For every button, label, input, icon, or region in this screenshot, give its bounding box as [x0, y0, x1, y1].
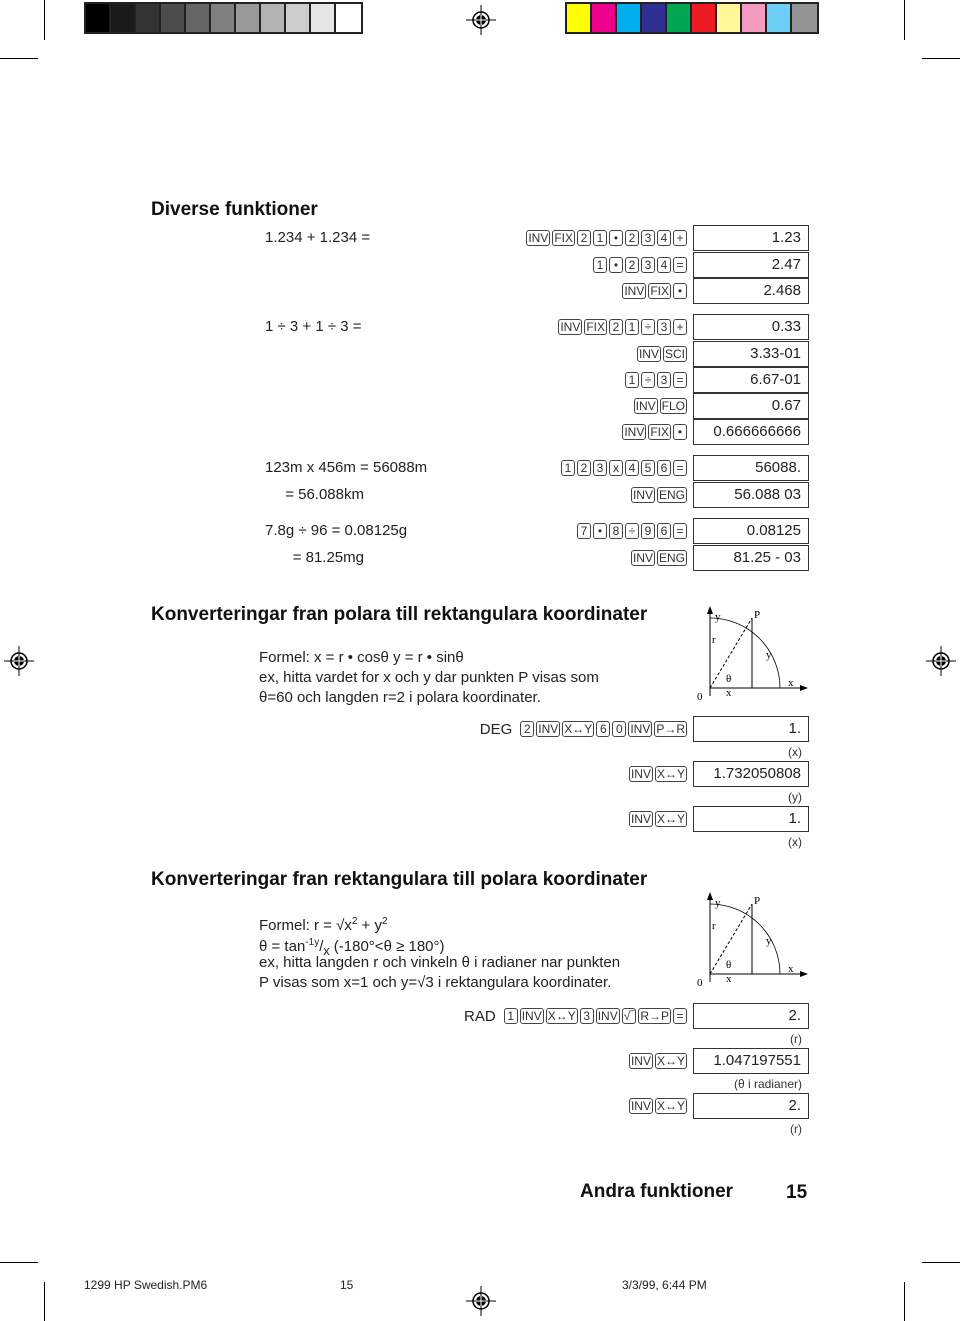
- calculator-key: 3: [580, 1008, 594, 1024]
- calculator-key: ENG: [658, 488, 685, 502]
- crop-mark: [44, 0, 45, 40]
- calculator-key: INV: [632, 488, 653, 502]
- key-sequence: [629, 764, 687, 784]
- calculator-key: 4: [657, 257, 671, 273]
- calculator-key: ENG: [658, 551, 685, 565]
- color-swatch: [717, 4, 742, 32]
- calculator-key: 1: [625, 319, 639, 335]
- subscript: x: [323, 944, 330, 958]
- color-swatch: [667, 4, 692, 32]
- registration-mark-icon: [4, 646, 34, 676]
- superscript: 2: [351, 916, 358, 927]
- crop-mark: [904, 0, 905, 40]
- color-swatch: [336, 4, 361, 32]
- expression-label: 1 ÷ 3 + 1 ÷ 3 =: [265, 318, 362, 335]
- key-sequence: [577, 521, 687, 541]
- calculator-key: 4: [625, 460, 639, 476]
- calculator-key: 1: [561, 460, 575, 476]
- registration-mark-icon: [466, 1286, 496, 1316]
- diagram-label: 0: [697, 977, 703, 989]
- color-swatch: [617, 4, 642, 32]
- result-note: (r): [790, 1032, 802, 1046]
- color-swatch: [186, 4, 211, 32]
- calculator-key: 3: [593, 460, 607, 476]
- key-sequence: [464, 1006, 687, 1026]
- crop-mark: [44, 1282, 45, 1321]
- result-note: (r): [790, 1122, 802, 1136]
- calculator-key: 2: [577, 230, 591, 246]
- calculator-display: 2.: [693, 1093, 809, 1119]
- calculator-key: INV: [632, 551, 653, 565]
- arrowhead-icon: [707, 606, 713, 614]
- formula-part: Formel: r = √x: [259, 917, 352, 934]
- example-text: ex, hitta langden r och vinkeln θ i radianer nar punkten: [259, 954, 621, 971]
- timestamp: 3/3/99, 6:44 PM: [622, 1278, 707, 1292]
- calculator-key: 2: [625, 257, 639, 273]
- diagram-label: x: [788, 677, 794, 689]
- color-swatch: [161, 4, 186, 32]
- calculator-key: 1: [593, 230, 607, 246]
- calculator-key: 5: [641, 460, 655, 476]
- expression-label: = 56.088km: [285, 486, 364, 503]
- key-sequence: [629, 1096, 687, 1116]
- calculator-display: 0.08125: [693, 518, 809, 544]
- calculator-key: X↔Y: [656, 1054, 685, 1068]
- crop-mark: [904, 1282, 905, 1321]
- diagram-label: y: [766, 935, 772, 947]
- example-text: P visas som x=1 och y=√3 i rektangulara koordinater.: [259, 974, 612, 991]
- calculator-display: 1.: [693, 806, 809, 832]
- file-page: 15: [340, 1278, 354, 1292]
- calculator-key: FLO: [661, 399, 685, 413]
- diagram-label: θ: [726, 959, 732, 971]
- calculator-key: =: [673, 257, 687, 273]
- calculator-key: 2: [520, 721, 534, 737]
- calculator-key: 3: [641, 257, 655, 273]
- calculator-key: 1: [625, 372, 639, 388]
- gray-swatch-bar: [84, 2, 363, 34]
- diagram-label: y: [766, 649, 772, 661]
- color-swatch: [236, 4, 261, 32]
- calculator-key: =: [673, 1008, 687, 1024]
- calculator-key: 2: [577, 460, 591, 476]
- calculator-display: 6.67-01: [693, 367, 809, 393]
- arrowhead-icon: [707, 892, 713, 900]
- key-sequence: [593, 255, 687, 275]
- angle-mode-label: DEG: [479, 720, 513, 738]
- key-sequence: [622, 422, 687, 442]
- crop-mark: [0, 1262, 38, 1263]
- angle-mode-label: RAD: [464, 1007, 496, 1025]
- calculator-key: X↔Y: [656, 767, 685, 781]
- calculator-key: •: [609, 257, 623, 273]
- calculator-key: ÷: [641, 319, 655, 335]
- key-sequence: [622, 281, 687, 301]
- calculator-key: INV: [630, 1054, 651, 1068]
- calculator-key: 1: [504, 1008, 518, 1024]
- file-name: 1299 HP Swedish.PM6: [84, 1278, 208, 1292]
- key-sequence: [634, 396, 687, 416]
- calculator-key: INV: [624, 284, 645, 298]
- color-swatch: [792, 4, 817, 32]
- expression-label: 1.234 + 1.234 =: [265, 229, 371, 246]
- crop-mark: [0, 58, 38, 59]
- calculator-key: FIX: [554, 231, 573, 245]
- formula-text: Formel: x = r • cosθ y = r • sinθ: [259, 649, 464, 666]
- calculator-key: X↔Y: [564, 722, 593, 736]
- diagram-label: x: [788, 963, 794, 975]
- color-swatch: [742, 4, 767, 32]
- color-swatch: [286, 4, 311, 32]
- calculator-display: 2.468: [693, 278, 809, 304]
- calculator-display: 1.23: [693, 225, 809, 251]
- color-swatch: [111, 4, 136, 32]
- color-swatch: [261, 4, 286, 32]
- calculator-display: 1.: [693, 716, 809, 742]
- calculator-key: ÷: [641, 372, 655, 388]
- calculator-key: 0: [612, 721, 626, 737]
- calculator-key: INV: [521, 1009, 542, 1023]
- calculator-key: 3: [657, 372, 671, 388]
- calculator-key: INV: [635, 399, 656, 413]
- superscript: -1: [305, 937, 315, 948]
- calculator-display: 2.47: [693, 252, 809, 278]
- calculator-display: 56088.: [693, 455, 809, 481]
- diagram-label: y: [715, 611, 721, 623]
- calculator-key: INV: [630, 812, 651, 826]
- calculator-key: R→P: [640, 1009, 669, 1023]
- registration-mark-icon: [466, 5, 496, 35]
- calculator-key: INV: [560, 320, 581, 334]
- calculator-key: =: [673, 460, 687, 476]
- rect-diagram: [690, 892, 810, 992]
- color-swatch: [642, 4, 667, 32]
- calculator-key: •: [673, 283, 687, 299]
- calculator-key: INV: [630, 1099, 651, 1113]
- calculator-key: X↔Y: [656, 812, 685, 826]
- result-note: (y): [788, 790, 802, 804]
- calculator-key: INV: [638, 347, 659, 361]
- arrowhead-icon: [800, 685, 808, 691]
- section-title-rect-to-polar: Konverteringar fran rektangulara till polara koordinater: [151, 869, 648, 890]
- superscript: y: [314, 937, 320, 948]
- calculator-key: 2: [625, 230, 639, 246]
- color-swatch: [311, 4, 336, 32]
- polar-diagram: [690, 606, 810, 706]
- calculator-key: 8: [609, 523, 623, 539]
- crop-mark: [922, 1262, 960, 1263]
- color-swatch: [767, 4, 792, 32]
- calculator-key: INV: [630, 722, 651, 736]
- calculator-display: 2.: [693, 1003, 809, 1029]
- example-text: ex, hitta vardet for x och y dar punkten P visas som: [259, 669, 599, 686]
- calculator-key: FIX: [650, 425, 669, 439]
- calculator-key: 4: [657, 230, 671, 246]
- calculator-key: INV: [528, 231, 549, 245]
- calculator-key: INV: [597, 1009, 618, 1023]
- crop-mark: [922, 58, 960, 59]
- calculator-display: 81.25 - 03: [693, 545, 809, 571]
- calculator-key: •: [593, 523, 607, 539]
- calculator-key: X↔Y: [656, 1099, 685, 1113]
- arrowhead-icon: [800, 971, 808, 977]
- color-swatch-bar: [565, 2, 819, 34]
- formula-part: θ = tan: [259, 938, 306, 955]
- color-swatch: [211, 4, 236, 32]
- diagram-label: r: [712, 920, 716, 932]
- section-title-diverse: Diverse funktioner: [151, 199, 318, 220]
- result-note: (x): [788, 745, 802, 759]
- calculator-display: 0.666666666: [693, 419, 809, 445]
- page-number: 15: [786, 1182, 808, 1203]
- calculator-key: X↔Y: [547, 1009, 576, 1023]
- calculator-key: INV: [624, 425, 645, 439]
- diagram-label: P: [754, 609, 761, 621]
- calculator-key: 7: [577, 523, 591, 539]
- expression-label: = 81.25mg: [292, 549, 364, 566]
- calculator-key: 6: [596, 721, 610, 737]
- calculator-key: +: [673, 230, 687, 246]
- calculator-key: 9: [641, 523, 655, 539]
- formula-part: (-180°<θ ≥ 180°): [329, 938, 445, 955]
- calculator-key: INV: [538, 722, 559, 736]
- calculator-key: 1: [593, 257, 607, 273]
- calculator-key: 6: [657, 523, 671, 539]
- calculator-display: 1.732050808: [693, 761, 809, 787]
- diagram-label: x: [726, 973, 732, 985]
- calculator-key: FIX: [586, 320, 605, 334]
- color-swatch: [592, 4, 617, 32]
- key-sequence: [629, 809, 687, 829]
- section-footer-title: Andra funktioner: [580, 1181, 734, 1202]
- calculator-key: •: [673, 424, 687, 440]
- key-sequence: [629, 1051, 687, 1071]
- color-swatch: [86, 4, 111, 32]
- key-sequence: [558, 317, 687, 337]
- calculator-display: 0.67: [693, 393, 809, 419]
- calculator-key: √‾: [623, 1009, 635, 1023]
- calculator-display: 56.088 03: [693, 482, 809, 508]
- key-sequence: [631, 485, 687, 505]
- calculator-key: 6: [657, 460, 671, 476]
- expression-label: 7.8g ÷ 96 = 0.08125g: [265, 522, 408, 539]
- calculator-key: •: [609, 230, 623, 246]
- diagram-label: P: [754, 895, 761, 907]
- calculator-display: 0.33: [693, 314, 809, 340]
- diagram-label: x: [726, 687, 732, 699]
- color-swatch: [692, 4, 717, 32]
- diagram-label: r: [712, 634, 716, 646]
- color-swatch: [567, 4, 592, 32]
- calculator-key: 3: [657, 319, 671, 335]
- calculator-key: P→R: [656, 722, 685, 736]
- calculator-key: FIX: [650, 284, 669, 298]
- calculator-key: x: [609, 460, 623, 476]
- calculator-display: 3.33-01: [693, 341, 809, 367]
- color-swatch: [136, 4, 161, 32]
- calculator-key: =: [673, 523, 687, 539]
- calculator-key: 2: [609, 319, 623, 335]
- diagram-label: θ: [726, 673, 732, 685]
- key-sequence: [631, 548, 687, 568]
- calculator-key: 3: [641, 230, 655, 246]
- result-note: (x): [788, 835, 802, 849]
- expression-label: 123m x 456m = 56088m: [265, 459, 428, 476]
- key-sequence: [637, 344, 687, 364]
- superscript: 2: [382, 916, 388, 927]
- calculator-key: +: [673, 319, 687, 335]
- section-title-polar-to-rect: Konverteringar fran polara till rektangulara koordinater: [151, 604, 648, 625]
- key-sequence: [625, 370, 687, 390]
- example-text: θ=60 och langden r=2 i polara koordinater.: [259, 689, 541, 706]
- calculator-key: ÷: [625, 523, 639, 539]
- key-sequence: [526, 228, 687, 248]
- result-note: (θ i radianer): [733, 1077, 802, 1091]
- key-sequence: [561, 458, 687, 478]
- formula-part: + y: [357, 917, 382, 934]
- calculator-key: SCI: [664, 347, 685, 361]
- registration-mark-icon: [926, 646, 956, 676]
- formula-part: /: [319, 938, 324, 955]
- diagram-label: 0: [697, 691, 703, 703]
- calculator-key: INV: [630, 767, 651, 781]
- key-sequence: [480, 719, 687, 739]
- calculator-display: 1.047197551: [693, 1048, 809, 1074]
- diagram-label: y: [715, 897, 721, 909]
- calculator-key: =: [673, 372, 687, 388]
